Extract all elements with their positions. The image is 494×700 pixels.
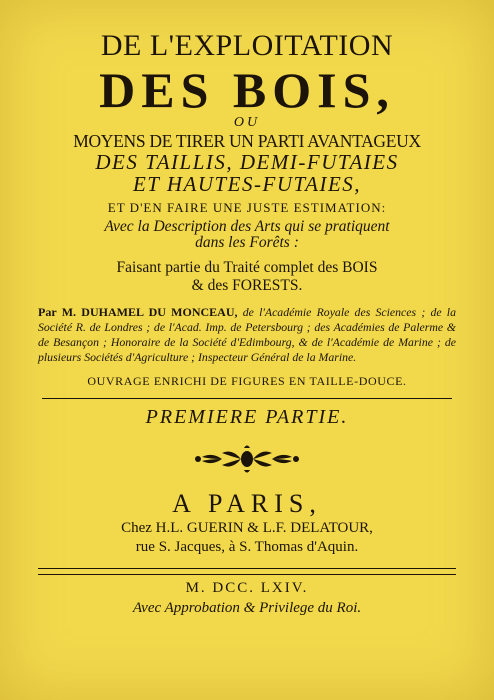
author-name: Par M. DUHAMEL DU MONCEAU, [38,304,238,319]
title-line-2: DES BOIS, [99,61,395,118]
figures-note: OUVRAGE ENRICHI DE FIGURES EN TAILLE-DOUCE. [87,373,407,388]
description-line-1: Avec la Description des Arts qui se pratiquent [104,217,390,235]
subtitle-line-3: ET HAUTES-FUTAIES, [132,172,362,197]
title-line-1: DE L'EXPLOITATION [100,29,394,62]
series-line-2: & des FORESTS. [191,276,303,294]
author-credentials: de l'Académie Royale des Sciences ; de la Société R. de Londres ; de l'Acad. Imp. de Petersbourg ; des Académies de Palerme & de Besançon ; Honoraire de la Société d'Edimbourg, & de l'Académie de Marine ; de plusieurs Sociétés d'Agriculture ; Inspecteur Général de la Marine. [38,304,456,365]
publisher-line-1: Chez H.L. GUERIN & L.F. DELATOUR, [121,520,373,537]
author-block [38,305,456,366]
series-line-1: Faisant partie du Traité complet des BOIS [116,259,378,277]
double-rule [38,568,456,575]
subtitle-line-2: DES TAILLIS, DEMI-FUTAIES [95,150,399,175]
floral-ornament-icon [34,444,460,474]
description-line-2: dans les Forêts : [195,234,299,252]
part-label: PREMIERE PARTIE. [145,406,349,429]
subtitle-line-4: ET D'EN FAIRE UNE JUSTE ESTIMATION: [107,200,387,216]
privilege-note: Avec Approbation & Privilege du Roi. [132,599,362,616]
publication-year: M. DCC. LXIV. [185,579,309,596]
subtitle-line-1: MOYENS DE TIRER UN PARTI AVANTAGEUX [73,130,421,151]
divider [42,398,452,399]
conjunction: OU [233,115,261,130]
place: A PARIS, [172,489,322,519]
publisher-line-2: rue S. Jacques, à S. Thomas d'Aquin. [135,539,359,556]
